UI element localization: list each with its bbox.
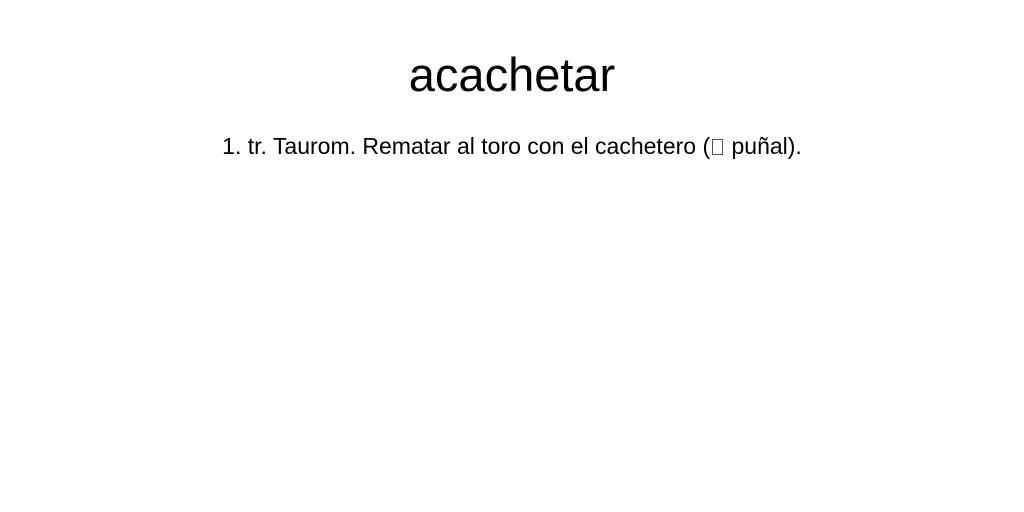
headword: acachetar (408, 48, 616, 101)
definition-text-end: puñal). (725, 133, 802, 159)
grammar-abbreviation: tr. (247, 133, 267, 159)
definition-number: 1. (222, 133, 242, 159)
definition-line (0, 131, 1024, 161)
definition-text-start: Rematar al toro con el cachetero ( (362, 133, 711, 159)
missing-glyph-icon (712, 139, 723, 155)
field-abbreviation: Taurom. (272, 133, 356, 159)
